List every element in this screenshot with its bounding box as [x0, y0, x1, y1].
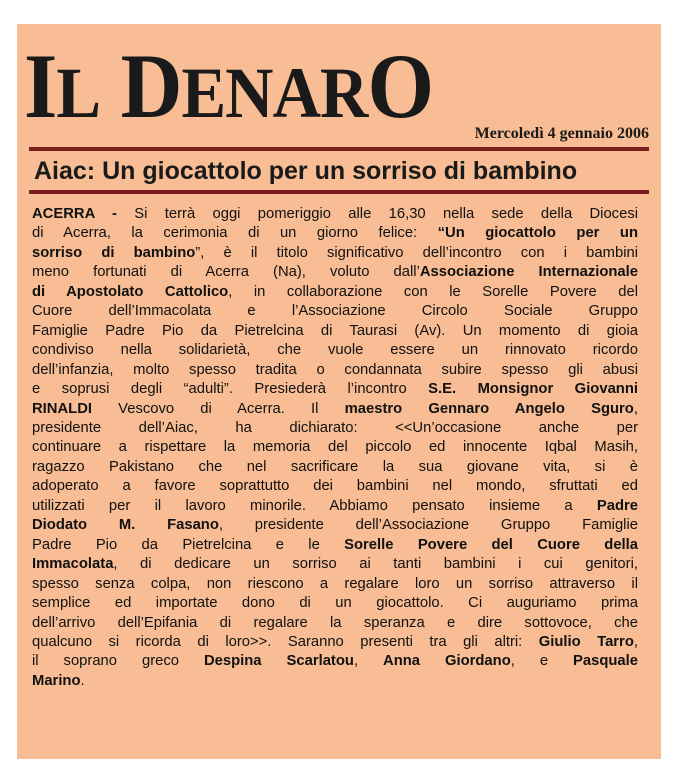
text-run: Anna Giordano — [383, 653, 511, 670]
text-run: Vescovo di Acerra. Il — [92, 400, 345, 417]
text-run: il soprano greco — [32, 653, 204, 670]
article-line — [32, 594, 638, 613]
article-line — [32, 672, 638, 691]
text-run: Padre — [596, 497, 638, 514]
article-line — [32, 438, 638, 457]
article-line — [32, 283, 638, 302]
text-run: Giulio Tarro — [538, 633, 634, 650]
article-line — [32, 263, 638, 282]
text-run: ”, è il titolo significativo dell’incontro con i bambini — [195, 244, 639, 261]
top-rule — [29, 147, 649, 151]
text-run: maestro Gennaro Angelo Sguro — [344, 400, 634, 417]
text-run: Famiglie Padre Pio da Pietrelcina di Taurasi (Av). Un momento di gioia — [32, 322, 638, 339]
bottom-rule — [29, 190, 649, 194]
text-run: Sorelle Povere del Cuore della — [344, 536, 639, 553]
text-run: Immacolata — [32, 556, 114, 573]
text-run: RINALDI — [32, 400, 93, 417]
text-run: , presidente dell’Associazione Gruppo Famiglie — [218, 517, 638, 534]
text-run: dell’arrivo dell’Epifania di regalare la speranza e dire sottovoce, che — [32, 614, 638, 631]
article-line — [32, 419, 638, 438]
article-line — [32, 555, 638, 574]
masthead-letter: ENAR — [181, 53, 368, 133]
publication-date: Mercoledì 4 gennaio 2006 — [474, 125, 649, 142]
text-run: Diodato M. Fasano — [32, 517, 219, 534]
text-run: Associazione Internazionale — [419, 264, 639, 281]
text-run: presidente dell’Aiac, ha dichiarato: <<Un’occasione anche per — [32, 419, 638, 436]
masthead-letter: O — [367, 35, 434, 137]
text-run: qualcuno si ricorda di loro>>. Saranno presenti tra gli altri: — [32, 633, 539, 650]
article-line — [32, 652, 638, 671]
text-run: di Acerra, la cerimonia di un giorno felice: — [32, 225, 438, 242]
text-run: dell’infanzia, molto spesso tradita o condannata subire spesso gli abusi — [32, 361, 638, 378]
article-line — [32, 380, 638, 399]
article-line — [32, 361, 638, 380]
article-line — [32, 516, 638, 535]
masthead-letter: D — [120, 35, 182, 137]
text-run: S.E. Monsignor Giovanni — [428, 381, 638, 398]
text-run: , di dedicare un sorriso ai tanti bambini i cui genitori, — [113, 556, 638, 573]
article-line — [32, 302, 638, 321]
text-run: condiviso nella solidarietà, che vuole essere un rinnovato ricordo — [32, 342, 638, 359]
text-run: Marino — [32, 672, 81, 689]
article-line — [32, 400, 638, 419]
text-run: , — [633, 400, 638, 417]
article-line — [32, 244, 638, 263]
article-line — [32, 575, 638, 594]
article-line — [32, 536, 638, 555]
text-run: Pasquale — [573, 653, 639, 670]
article-line — [32, 341, 638, 360]
text-run: continuare a rispettare la memoria del piccolo ed innocente Iqbal Masih, — [32, 439, 638, 456]
text-run: meno fortunati di Acerra (Na), voluto dall’ — [32, 264, 420, 281]
text-run: utilizzati per il lavoro minorile. Abbiamo pensato insieme a — [32, 497, 597, 514]
text-run: adoperato a favore soprattutto dei bambini nel mondo, sfruttati ed — [32, 478, 638, 495]
text-run: di Apostolato Cattolico — [32, 283, 229, 300]
text-run: , — [353, 653, 384, 670]
text-run: sorriso di bambino — [32, 244, 196, 261]
text-run: . — [80, 672, 85, 689]
text-run: spesso senza colpa, non riescono a regalare loro un sorriso attraverso il — [32, 575, 638, 592]
text-run: , in collaborazione con le Sorelle Povere del — [228, 283, 639, 300]
text-run: e soprusi degli “adulti”. Presiederà l’incontro — [32, 381, 429, 398]
article-line — [32, 633, 638, 652]
text-run: Cuore dell’Immacolata e l’Associazione Circolo Sociale Gruppo — [32, 303, 638, 320]
article-line — [32, 322, 638, 341]
article-line — [32, 477, 638, 496]
text-run: ragazzo Pakistano che nel sacrificare la sua giovane vita, si è — [32, 458, 638, 475]
text-run: semplice ed importate dono di un giocattolo. Ci auguriamo prima — [32, 595, 638, 612]
article-line — [32, 458, 638, 477]
text-run: Padre Pio da Pietrelcina e le — [32, 536, 345, 553]
masthead-letter: L — [56, 53, 101, 133]
article-line — [32, 497, 638, 516]
article-headline: Aiac: Un giocattolo per un sorriso di bambino — [34, 157, 578, 185]
article-line — [32, 224, 638, 243]
article-body — [32, 205, 638, 691]
text-run: Despina Scarlatou — [203, 653, 354, 670]
article-line — [32, 205, 638, 224]
text-run: ACERRA - — [32, 206, 135, 222]
text-run: , — [633, 633, 638, 650]
newspaper-masthead — [24, 35, 434, 139]
text-run: Si terrà oggi pomeriggio alle 16,30 nella sede della Diocesi — [134, 206, 638, 222]
text-run: , e — [510, 653, 574, 670]
masthead-letter: I — [24, 35, 57, 137]
text-run: “Un giocattolo per un — [437, 225, 638, 242]
article-line — [32, 614, 638, 633]
